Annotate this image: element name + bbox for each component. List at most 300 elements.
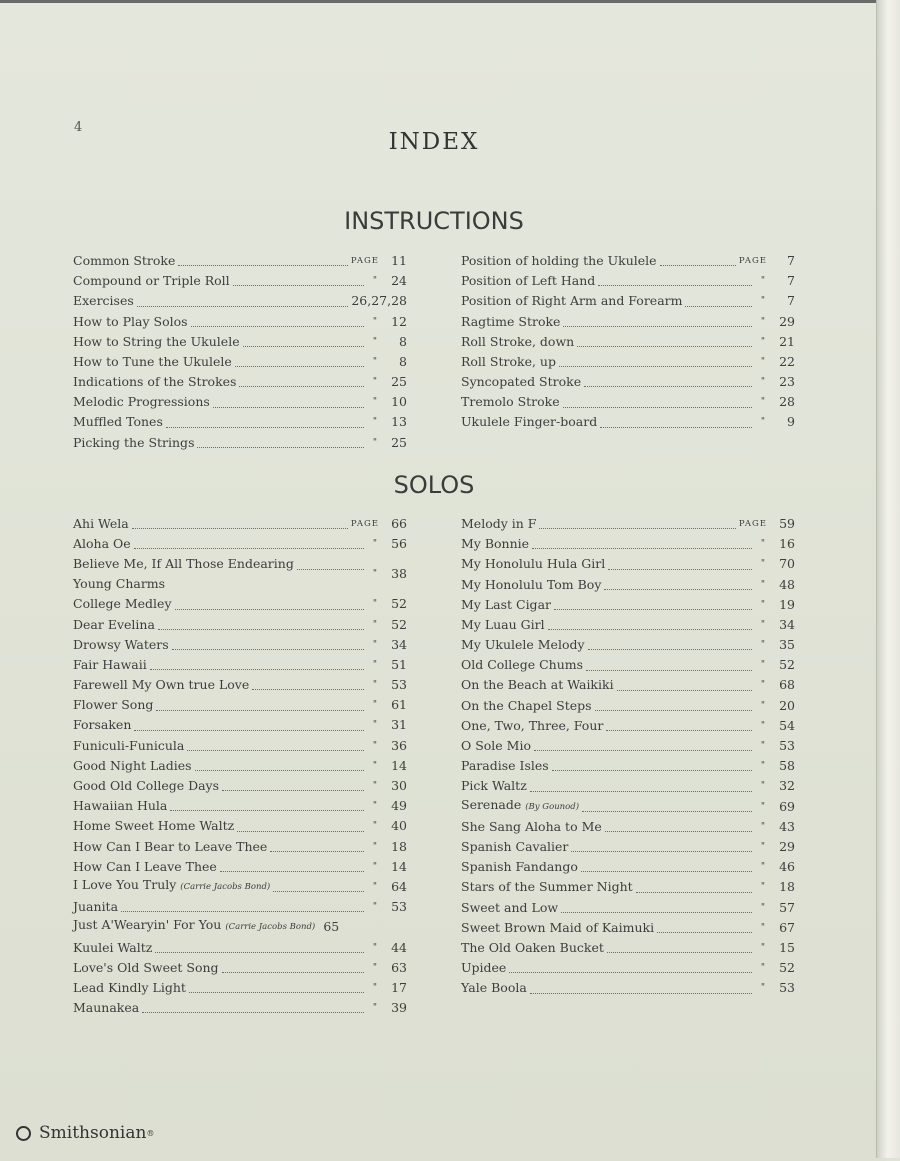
index-entry bbox=[461, 413, 795, 433]
dot-leader bbox=[158, 628, 364, 630]
ditto-mark: " bbox=[372, 881, 378, 892]
dot-leader bbox=[657, 931, 752, 933]
entry-title-text: Ahi Wela bbox=[73, 515, 129, 531]
dot-leader bbox=[577, 345, 752, 347]
index-entry bbox=[73, 413, 407, 433]
entry-title-text: Picking the Strings bbox=[73, 434, 195, 450]
ditto-mark: " bbox=[372, 397, 378, 408]
index-entry bbox=[461, 978, 795, 998]
dot-leader bbox=[604, 588, 752, 590]
entry-title bbox=[461, 575, 601, 595]
entry-title bbox=[461, 291, 682, 311]
dot-leader bbox=[600, 426, 752, 428]
page-number: 4 bbox=[74, 120, 83, 135]
entry-title bbox=[461, 655, 583, 675]
page-ref: 25 bbox=[391, 434, 407, 450]
ditto-mark: " bbox=[760, 720, 766, 731]
page-ref: 53 bbox=[779, 738, 795, 754]
ditto-mark: " bbox=[372, 740, 378, 751]
entry-title-text: Maunakea bbox=[73, 1000, 140, 1016]
entry-title-text: Syncopated Stroke bbox=[461, 374, 582, 390]
instructions-right-column bbox=[461, 251, 795, 433]
index-entry bbox=[73, 271, 407, 291]
index-entry bbox=[73, 897, 407, 917]
ditto-mark: " bbox=[372, 720, 378, 731]
index-entry bbox=[73, 756, 407, 776]
entry-title-text: How to Tune the Ukulele bbox=[73, 353, 232, 369]
ditto-mark: " bbox=[760, 296, 766, 307]
index-entry bbox=[73, 655, 407, 675]
entry-title bbox=[461, 352, 556, 372]
index-entry bbox=[461, 837, 795, 857]
page-ref: 34 bbox=[779, 616, 795, 632]
entry-title bbox=[73, 715, 131, 735]
index-entry bbox=[461, 736, 795, 756]
ditto-mark: " bbox=[760, 397, 766, 408]
dot-leader bbox=[156, 709, 364, 711]
page-ref: 21 bbox=[779, 333, 795, 349]
ditto-mark: " bbox=[372, 861, 378, 872]
dot-leader bbox=[563, 406, 752, 408]
ditto-mark: " bbox=[372, 569, 378, 580]
index-entry bbox=[73, 877, 407, 897]
ditto-mark: " bbox=[372, 982, 378, 993]
index-entry bbox=[73, 917, 407, 937]
entry-title-text: Roll Stroke, up bbox=[461, 353, 556, 369]
dot-leader bbox=[222, 971, 364, 973]
entry-title-text: How to String the Ukulele bbox=[73, 333, 240, 349]
index-entry bbox=[73, 332, 407, 352]
page-label bbox=[739, 512, 771, 534]
entry-title-text: Farewell My Own true Love bbox=[73, 677, 250, 693]
entry-title-text: Serenade bbox=[461, 796, 522, 812]
index-entry bbox=[73, 433, 407, 453]
entry-title bbox=[73, 372, 236, 392]
entry-title bbox=[73, 251, 175, 271]
page-ref: 53 bbox=[391, 899, 407, 915]
entry-title-text: Exercises bbox=[73, 293, 134, 309]
entry-title-text: I Love You Truly bbox=[73, 876, 177, 892]
entry-title bbox=[73, 332, 240, 352]
ditto-mark: " bbox=[760, 902, 766, 913]
dot-leader bbox=[539, 527, 735, 529]
entry-title-text: Hawaiian Hula bbox=[73, 798, 168, 814]
index-entry bbox=[461, 291, 795, 311]
ditto-mark: " bbox=[372, 962, 378, 973]
dot-leader bbox=[660, 264, 736, 266]
entry-title-text: Sweet Brown Maid of Kaimuki bbox=[461, 919, 655, 935]
page-label-text: PAGE bbox=[350, 518, 379, 529]
dot-leader bbox=[155, 951, 364, 953]
index-entry bbox=[73, 695, 407, 715]
entry-title-text: Just A'Wearyin' For You bbox=[73, 917, 222, 933]
page-ref: 29 bbox=[779, 313, 795, 329]
entry-title bbox=[461, 251, 657, 271]
solos-left-column bbox=[73, 514, 407, 1018]
entry-title bbox=[73, 352, 232, 372]
page-ref: 52 bbox=[779, 960, 795, 976]
index-entry bbox=[461, 635, 795, 655]
page-label bbox=[739, 249, 771, 271]
entry-title bbox=[461, 898, 558, 918]
index-entry bbox=[461, 595, 795, 615]
ditto-mark: " bbox=[760, 963, 766, 974]
entry-title-text: Aloha Oe bbox=[73, 536, 131, 552]
entry-title bbox=[73, 816, 234, 836]
entry-title-text: How Can I Bear to Leave Thee bbox=[73, 838, 268, 854]
page-ref: 15 bbox=[779, 939, 795, 955]
page-ref: 49 bbox=[391, 798, 407, 814]
index-entry bbox=[461, 312, 795, 332]
page-ref: 11 bbox=[391, 252, 407, 268]
ditto-mark: " bbox=[760, 761, 766, 772]
page-ref: 51 bbox=[391, 656, 407, 672]
entry-title-text: Position of Left Hand bbox=[461, 273, 596, 289]
entry-title-line: Young Charms bbox=[73, 576, 166, 592]
dot-leader bbox=[175, 608, 364, 610]
index-entry bbox=[461, 696, 795, 716]
entry-title bbox=[73, 312, 188, 332]
entry-title-text: She Sang Aloha to Me bbox=[461, 818, 602, 834]
solos-right-column bbox=[461, 514, 795, 999]
entry-title bbox=[73, 271, 230, 291]
entry-title bbox=[461, 372, 581, 392]
entry-title-text: Home Sweet Home Waltz bbox=[73, 818, 235, 834]
dot-leader bbox=[189, 991, 364, 993]
page-ref: 9 bbox=[787, 414, 795, 430]
entry-title-text: Juanita bbox=[73, 899, 119, 915]
entry-title-text: Good Night Ladies bbox=[73, 757, 192, 773]
index-entry bbox=[73, 978, 407, 998]
ditto-mark: " bbox=[372, 841, 378, 852]
page-ref: 56 bbox=[391, 536, 407, 552]
dot-leader bbox=[239, 385, 364, 387]
page-ref: 66 bbox=[391, 515, 407, 531]
page-label-text: PAGE bbox=[738, 518, 767, 529]
ditto-mark: " bbox=[760, 417, 766, 428]
entry-title bbox=[73, 615, 155, 635]
page-ref: 13 bbox=[391, 414, 407, 430]
entry-title bbox=[73, 392, 210, 412]
page-ref: 22 bbox=[779, 353, 795, 369]
page-ref: 57 bbox=[779, 899, 795, 915]
page-ref: 35 bbox=[779, 637, 795, 653]
entry-title-text: Melody in F bbox=[461, 515, 537, 531]
index-entry bbox=[73, 392, 407, 412]
watermark-text: Smithsonian bbox=[39, 1123, 147, 1143]
index-entry bbox=[461, 857, 795, 877]
entry-title-text: Upidee bbox=[461, 960, 507, 976]
entry-title bbox=[461, 877, 633, 897]
dot-leader bbox=[595, 709, 752, 711]
entry-title bbox=[73, 837, 267, 857]
page-title: INDEX bbox=[388, 129, 480, 155]
entry-title-text: Lead Kindly Light bbox=[73, 979, 186, 995]
index-entry bbox=[73, 635, 407, 655]
page-ref: 70 bbox=[779, 556, 795, 572]
entry-title bbox=[73, 554, 294, 594]
ditto-mark: " bbox=[372, 356, 378, 367]
page-ref: 67 bbox=[779, 919, 795, 935]
entry-title-text: My Honolulu Hula Girl bbox=[461, 556, 606, 572]
ditto-mark: " bbox=[372, 1003, 378, 1014]
page-ref: 10 bbox=[391, 394, 407, 410]
dot-leader bbox=[685, 305, 752, 307]
page-ref: 59 bbox=[779, 515, 795, 531]
entry-title bbox=[73, 514, 129, 534]
dot-leader bbox=[617, 689, 752, 691]
index-entry bbox=[461, 756, 795, 776]
ditto-mark: " bbox=[372, 336, 378, 347]
ditto-mark: " bbox=[760, 942, 766, 953]
index-entry bbox=[461, 817, 795, 837]
instructions-heading: INSTRUCTIONS bbox=[344, 207, 524, 235]
page-ref: 48 bbox=[779, 576, 795, 592]
dot-leader bbox=[607, 951, 752, 953]
dot-leader bbox=[530, 992, 752, 994]
entry-title bbox=[73, 695, 153, 715]
index-entry bbox=[73, 958, 407, 978]
entry-title bbox=[73, 857, 217, 877]
smithsonian-watermark bbox=[16, 1123, 154, 1143]
entry-title-text: My Last Cigar bbox=[461, 596, 551, 612]
index-entry bbox=[73, 554, 407, 594]
ditto-mark: " bbox=[372, 659, 378, 670]
index-entry bbox=[461, 877, 795, 897]
entry-title bbox=[461, 696, 592, 716]
dot-leader bbox=[606, 729, 752, 731]
entry-title-text: On the Beach at Waikiki bbox=[461, 677, 614, 693]
index-entry bbox=[73, 938, 407, 958]
entry-title bbox=[73, 635, 169, 655]
entry-title bbox=[73, 998, 139, 1018]
index-entry bbox=[73, 736, 407, 756]
page-ref: 65 bbox=[323, 919, 340, 935]
index-entry bbox=[461, 271, 795, 291]
page-ref: 54 bbox=[779, 717, 795, 733]
entry-title bbox=[73, 938, 152, 958]
entry-title-text: My Ukulele Melody bbox=[461, 637, 585, 653]
ditto-mark: " bbox=[372, 377, 378, 388]
page-ref: 14 bbox=[391, 757, 407, 773]
dot-leader bbox=[584, 385, 752, 387]
dot-leader bbox=[563, 325, 752, 327]
ditto-mark: " bbox=[760, 801, 766, 812]
page-ref: 26,27,28 bbox=[351, 293, 407, 309]
page-ref: 7 bbox=[787, 293, 795, 309]
dot-leader bbox=[273, 890, 364, 892]
dot-leader bbox=[297, 568, 364, 570]
ditto-mark: " bbox=[760, 882, 766, 893]
ditto-mark: " bbox=[760, 862, 766, 873]
entry-title-text: Position of Right Arm and Forearm bbox=[461, 293, 683, 309]
page-ref: 7 bbox=[787, 252, 795, 268]
entry-title bbox=[461, 716, 603, 736]
entry-title-text: Flower Song bbox=[73, 697, 154, 713]
ditto-mark: " bbox=[760, 539, 766, 550]
entry-title-text: College Medley bbox=[73, 596, 172, 612]
index-entry bbox=[73, 291, 407, 311]
entry-title-text: Pick Waltz bbox=[461, 778, 527, 794]
entry-title-text: Good Old College Days bbox=[73, 778, 220, 794]
dot-leader bbox=[243, 345, 364, 347]
ditto-mark: " bbox=[372, 760, 378, 771]
page-ref: 29 bbox=[779, 838, 795, 854]
dot-leader bbox=[270, 850, 364, 852]
dot-leader bbox=[222, 789, 364, 791]
ditto-mark: " bbox=[372, 639, 378, 650]
dot-leader bbox=[509, 971, 752, 973]
entry-title bbox=[73, 915, 315, 937]
entry-title bbox=[461, 795, 579, 817]
ditto-mark: " bbox=[372, 619, 378, 630]
entry-title bbox=[73, 412, 163, 432]
entry-title bbox=[461, 837, 568, 857]
entry-title-text: Sweet and Low bbox=[461, 899, 559, 915]
entry-title bbox=[73, 978, 186, 998]
ditto-mark: " bbox=[760, 983, 766, 994]
entry-title-text: Stars of the Summer Night bbox=[461, 879, 633, 895]
page-ref: 18 bbox=[391, 838, 407, 854]
ditto-mark: " bbox=[760, 377, 766, 388]
page-label-text: PAGE bbox=[350, 255, 379, 266]
entry-title-text: Old College Chums bbox=[461, 657, 584, 673]
dot-leader bbox=[588, 648, 752, 650]
page-ref: 68 bbox=[779, 677, 795, 693]
entry-tail bbox=[294, 564, 407, 584]
entry-title bbox=[73, 655, 147, 675]
ditto-mark: " bbox=[760, 336, 766, 347]
ditto-mark: " bbox=[760, 579, 766, 590]
ditto-mark: " bbox=[760, 619, 766, 630]
page-ref: 64 bbox=[391, 878, 407, 894]
instructions-left-column bbox=[73, 251, 407, 453]
dot-leader bbox=[252, 688, 364, 690]
ditto-mark: " bbox=[760, 922, 766, 933]
entry-title bbox=[461, 332, 574, 352]
ditto-mark: " bbox=[760, 316, 766, 327]
dot-leader bbox=[571, 850, 752, 852]
index-entry bbox=[461, 514, 795, 534]
index-entry bbox=[461, 352, 795, 372]
ditto-mark: " bbox=[760, 680, 766, 691]
index-entry bbox=[461, 392, 795, 412]
index-entry bbox=[73, 998, 407, 1018]
index-entry bbox=[461, 332, 795, 352]
page-ref: 31 bbox=[391, 717, 407, 733]
dot-leader bbox=[134, 547, 364, 549]
dot-leader bbox=[178, 264, 348, 266]
entry-title bbox=[461, 595, 551, 615]
ditto-mark: " bbox=[372, 781, 378, 792]
ditto-mark: " bbox=[372, 680, 378, 691]
page-ref: 52 bbox=[391, 596, 407, 612]
entry-title bbox=[73, 796, 167, 816]
entry-title bbox=[461, 675, 614, 695]
entry-title bbox=[461, 857, 578, 877]
dot-leader bbox=[534, 749, 752, 751]
entry-title-text: Tremolo Stroke bbox=[461, 394, 560, 410]
page-ref: 14 bbox=[391, 858, 407, 874]
page-ref: 39 bbox=[391, 1000, 407, 1016]
dot-leader bbox=[581, 870, 752, 872]
index-entry bbox=[73, 594, 407, 614]
index-entry bbox=[73, 615, 407, 635]
entry-title bbox=[461, 918, 654, 938]
dot-leader bbox=[559, 365, 752, 367]
dot-leader bbox=[195, 769, 364, 771]
ditto-mark: " bbox=[760, 276, 766, 287]
ditto-mark: " bbox=[372, 902, 378, 913]
page-ref: 32 bbox=[779, 778, 795, 794]
entry-title bbox=[73, 875, 270, 897]
entry-title bbox=[461, 978, 527, 998]
page-label-text: PAGE bbox=[738, 255, 767, 266]
entry-title-text: Drowsy Waters bbox=[73, 636, 169, 652]
entry-title bbox=[461, 756, 549, 776]
page-ref: 36 bbox=[391, 737, 407, 753]
entry-credit: (By Gounod) bbox=[525, 801, 580, 812]
entry-title-text: My Luau Girl bbox=[461, 616, 545, 632]
page-ref: 23 bbox=[779, 374, 795, 390]
page-ref: 25 bbox=[391, 374, 407, 390]
page-ref: 16 bbox=[779, 536, 795, 552]
ditto-mark: " bbox=[760, 559, 766, 570]
entry-title-text: My Honolulu Tom Boy bbox=[461, 576, 602, 592]
entry-title-text: Roll Stroke, down bbox=[461, 333, 575, 349]
dot-leader bbox=[150, 668, 364, 670]
dot-leader bbox=[213, 406, 364, 408]
entry-title-text: Love's Old Sweet Song bbox=[73, 959, 219, 975]
entry-title bbox=[461, 312, 560, 332]
entry-title bbox=[461, 392, 560, 412]
page-ref: 53 bbox=[391, 677, 407, 693]
dot-leader bbox=[608, 568, 752, 570]
entry-title bbox=[461, 534, 529, 554]
index-entry bbox=[461, 372, 795, 392]
index-entry bbox=[73, 837, 407, 857]
entry-title-text: My Bonnie bbox=[461, 536, 530, 552]
dot-leader bbox=[166, 426, 364, 428]
page-ref: 24 bbox=[391, 273, 407, 289]
entry-title-text: Muffled Tones bbox=[73, 414, 163, 430]
entry-title-text: Kuulei Waltz bbox=[73, 939, 153, 955]
entry-title-text: Indications of the Strokes bbox=[73, 374, 237, 390]
dot-leader bbox=[554, 608, 752, 610]
entry-title-text: Ukulele Finger-board bbox=[461, 414, 598, 430]
page-ref: 34 bbox=[391, 636, 407, 652]
solos-heading: SOLOS bbox=[393, 471, 475, 499]
ditto-mark: " bbox=[760, 700, 766, 711]
entry-title bbox=[73, 534, 131, 554]
entry-title-text: How Can I Leave Thee bbox=[73, 858, 217, 874]
page-ref: 38 bbox=[391, 566, 407, 582]
entry-title-text: The Old Oaken Bucket bbox=[461, 939, 604, 955]
entry-title-text: Ragtime Stroke bbox=[461, 313, 561, 329]
ditto-mark: " bbox=[760, 640, 766, 651]
entry-title bbox=[73, 776, 219, 796]
entry-title-text: On the Chapel Steps bbox=[461, 697, 592, 713]
entry-title bbox=[73, 897, 118, 917]
ditto-mark: " bbox=[760, 660, 766, 671]
entry-title-text: How to Play Solos bbox=[73, 313, 188, 329]
index-entry bbox=[73, 534, 407, 554]
dot-leader bbox=[532, 547, 752, 549]
page-ref: 44 bbox=[391, 939, 407, 955]
entry-title-text: Compound or Triple Roll bbox=[73, 273, 230, 289]
page-ref: 61 bbox=[391, 697, 407, 713]
index-entry bbox=[461, 575, 795, 595]
